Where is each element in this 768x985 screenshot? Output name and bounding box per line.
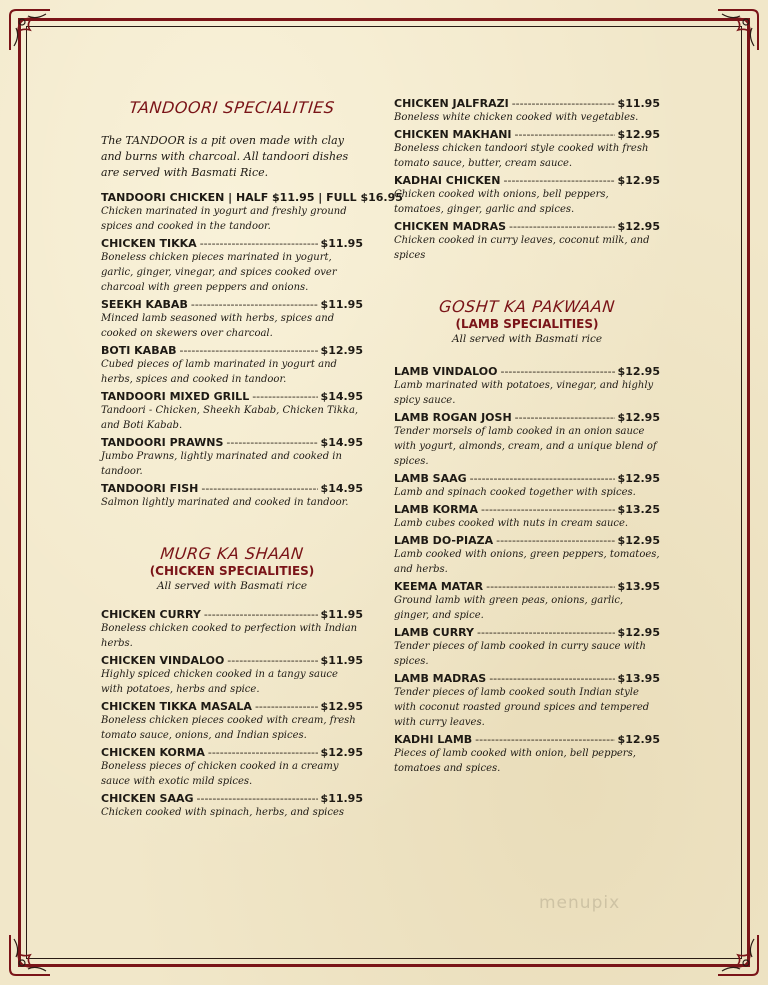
menu-item — [101, 344, 363, 387]
menu-item — [101, 792, 363, 820]
menu-item-name: BOTI KABAB — [101, 344, 177, 357]
lamb-section-note: All served with Basmati rice — [451, 333, 603, 345]
dotted-leader — [255, 700, 318, 713]
menu-item-name: LAMB DO-PIAZA — [394, 534, 494, 547]
chicken-item-list — [101, 608, 363, 820]
chicken-section-subtitle: (CHICKEN SPECIALITIES) — [149, 564, 315, 578]
menu-item-price: $14.95 — [320, 436, 363, 449]
menu-item-description: Jumbo Prawns, lightly marinated and cooked in tandoor. — [101, 451, 342, 477]
menu-item-description: Lamb cubes cooked with nuts in cream sauce. — [394, 518, 629, 529]
menu-item — [101, 654, 363, 697]
menu-item-name: CHICKEN JALFRAZI — [394, 97, 509, 110]
menu-item — [101, 436, 363, 479]
dotted-leader — [470, 472, 615, 485]
menu-item-header — [394, 626, 660, 639]
menu-item-header — [394, 220, 660, 233]
corner-flourish-icon — [6, 6, 54, 54]
menu-item-price: $11.95 — [617, 97, 660, 110]
lamb-section-title: GOSHT KA PAKWAAN — [438, 297, 616, 316]
menu-item-description: Salmon lightly marinated and cooked in tandoor. — [101, 497, 349, 508]
menu-item-name: LAMB VINDALOO — [394, 365, 498, 378]
menu-item-description: Pieces of lamb cooked with onion, bell peppers, tomatoes and spices. — [394, 748, 636, 774]
menu-item-description: Boneless chicken tandoori style cooked with fresh tomato sauce, butter, cream sauce. — [394, 143, 649, 169]
menu-item-header — [394, 472, 660, 485]
menu-item — [101, 746, 363, 789]
menu-item-description: Minced lamb seasoned with herbs, spices and cooked on skewers over charcoal. — [101, 313, 335, 339]
menu-item-price: $12.95 — [617, 626, 660, 639]
menu-item-header — [101, 436, 363, 449]
menu-item-name: KADHI LAMB — [394, 733, 473, 746]
menu-item-header — [101, 746, 363, 759]
menu-item-description: Boneless chicken pieces cooked with cream, fresh tomato sauce, onions, and Indian spices. — [101, 715, 356, 741]
menu-item-header — [101, 792, 363, 805]
dotted-leader — [179, 344, 317, 357]
menu-item — [394, 220, 660, 263]
menu-item — [394, 365, 660, 408]
menu-item-header — [394, 97, 660, 110]
menu-item-header — [394, 174, 660, 187]
menu-item-price: $11.95 — [320, 237, 363, 250]
menu-item-header — [101, 390, 363, 403]
menu-item-header — [394, 365, 660, 378]
corner-flourish-icon — [6, 931, 54, 979]
chicken-section-title: MURG KA SHAAN — [159, 544, 305, 563]
dotted-leader — [500, 365, 614, 378]
dotted-leader — [477, 626, 615, 639]
menu-item-price: $13.95 — [617, 580, 660, 593]
menu-item-header — [101, 237, 363, 250]
menu-item-description: Boneless pieces of chicken cooked in a creamy sauce with exotic mild spices. — [101, 761, 339, 787]
menu-item-name: CHICKEN SAAG — [101, 792, 194, 805]
menu-item-price: $12.95 — [617, 411, 660, 424]
dotted-leader — [226, 436, 317, 449]
menu-item-header — [394, 503, 660, 516]
menu-item-description: Highly spiced chicken cooked in a tangy sauce with potatoes, herbs and spice. — [101, 669, 338, 695]
menu-item-name: CHICKEN TIKKA — [101, 237, 197, 250]
menu-item — [394, 472, 660, 500]
menu-item-description: Tender pieces of lamb cooked in curry sauce with spices. — [394, 641, 646, 667]
menu-item-price: $12.95 — [320, 344, 363, 357]
dotted-leader — [197, 792, 318, 805]
menu-item-description: Chicken cooked with spinach, herbs, and spices — [101, 807, 345, 818]
menu-item-name: CHICKEN MADRAS — [394, 220, 507, 233]
dotted-leader — [475, 733, 614, 746]
menu-item-header — [101, 608, 363, 621]
menu-item — [394, 174, 660, 217]
menu-item-header — [394, 672, 660, 685]
lamb-section-subtitle: (LAMB SPECIALITIES) — [455, 317, 599, 331]
corner-flourish-icon — [714, 6, 762, 54]
menu-item-price: $14.95 — [320, 482, 363, 495]
dotted-leader — [512, 97, 615, 110]
menu-item-header — [394, 580, 660, 593]
menu-item-description: Ground lamb with green peas, onions, garlic, ginger, and spice. — [394, 595, 624, 621]
menu-item-description: Chicken cooked in curry leaves, coconut milk, and spices — [394, 235, 650, 261]
dotted-leader — [252, 390, 317, 403]
menu-item-description: Chicken cooked with onions, bell peppers, tomatoes, ginger, garlic and spices. — [394, 189, 609, 215]
menu-item-description: Tender morsels of lamb cooked in an onion sauce with yogurt, almonds, cream, and a unique blend of spices. — [394, 426, 657, 467]
menu-item-description: Chicken marinated in yogurt and freshly ground spices and cooked in the tandoor. — [101, 206, 347, 232]
menu-item-name: LAMB KORMA — [394, 503, 478, 516]
menu-item-name: CHICKEN MAKHANI — [394, 128, 512, 141]
menu-item — [101, 700, 363, 743]
menu-item-header — [101, 298, 363, 311]
dotted-leader — [504, 174, 615, 187]
menu-item-price: $11.95 — [320, 608, 363, 621]
menu-item-name: CHICKEN KORMA — [101, 746, 205, 759]
chicken-section-note: All served with Basmati rice — [156, 580, 308, 592]
menu-item — [394, 733, 660, 776]
dotted-leader — [204, 608, 318, 621]
menu-item-header — [394, 411, 660, 424]
tandoori-item-list — [101, 191, 403, 510]
menu-item — [394, 411, 660, 469]
menu-item-name: LAMB CURRY — [394, 626, 474, 639]
menu-item — [394, 626, 660, 669]
menu-item-header — [101, 191, 403, 204]
corner-flourish-icon — [714, 931, 762, 979]
dotted-leader — [201, 482, 317, 495]
menu-item-name: LAMB MADRAS — [394, 672, 487, 685]
menu-item-price: $11.95 — [320, 792, 363, 805]
menu-item-price: $12.95 — [617, 733, 660, 746]
menu-item-name: SEEKH KABAB — [101, 298, 188, 311]
menu-item-price: $12.95 — [617, 365, 660, 378]
tandoori-intro: The TANDOOR is a pit oven made with clay and burns with charcoal. All tandoori dishes are served with Basmati Rice. — [101, 134, 349, 179]
menu-item-price: $11.95 — [320, 298, 363, 311]
menu-item — [394, 128, 660, 171]
menu-item-price: $12.95 — [617, 534, 660, 547]
menu-item-price: $12.95 — [617, 220, 660, 233]
dotted-leader — [486, 580, 614, 593]
menu-item — [101, 237, 363, 295]
menu-item-price: $11.95 — [320, 654, 363, 667]
right-column — [394, 94, 660, 776]
dotted-leader — [515, 411, 615, 424]
menu-item — [101, 608, 363, 651]
menu-item — [101, 482, 363, 510]
dotted-leader — [515, 128, 615, 141]
menu-item-price: $13.95 — [617, 672, 660, 685]
dotted-leader — [496, 534, 614, 547]
menu-item-name: TANDOORI CHICKEN | HALF $11.95 | FULL $16.95 — [101, 191, 403, 204]
menu-item-price: $12.95 — [617, 128, 660, 141]
menu-item-name: CHICKEN VINDALOO — [101, 654, 225, 667]
left-column — [101, 98, 403, 820]
dotted-leader — [489, 672, 614, 685]
menu-item — [101, 390, 363, 433]
watermark-text: menupix — [539, 893, 621, 913]
menu-item-name: CHICKEN CURRY — [101, 608, 201, 621]
menu-item — [101, 298, 363, 341]
menu-item-description: Lamb and spinach cooked together with spices. — [394, 487, 636, 498]
menu-item-price: $12.95 — [320, 746, 363, 759]
lamb-item-list — [394, 365, 660, 776]
menu-item — [394, 534, 660, 577]
menu-item-name: TANDOORI PRAWNS — [101, 436, 224, 449]
dotted-leader — [208, 746, 318, 759]
dotted-leader — [481, 503, 615, 516]
menu-item-description: Boneless chicken cooked to perfection with Indian herbs. — [101, 623, 358, 649]
menu-item-description: Lamb marinated with potatoes, vinegar, and highly spicy sauce. — [394, 380, 654, 406]
menu-item-name: KEEMA MATAR — [394, 580, 484, 593]
tandoori-section-title: TANDOORI SPECIALITIES — [128, 98, 336, 117]
menu-item-price: $13.25 — [617, 503, 660, 516]
menu-item-description: Boneless chicken pieces marinated in yogurt, garlic, ginger, vinegar, and spices cooked over charcoal with green peppers and onions. — [101, 252, 337, 293]
menu-item-name: LAMB SAAG — [394, 472, 467, 485]
dotted-leader — [191, 298, 318, 311]
menu-item-name: TANDOORI MIXED GRILL — [101, 390, 250, 403]
menu-item — [394, 672, 660, 730]
menu-item-header — [394, 534, 660, 547]
menu-item-description: Tandoori - Chicken, Sheekh Kabab, Chicken Tikka, and Boti Kabab. — [101, 405, 359, 431]
menu-item-price: $12.95 — [320, 700, 363, 713]
menu-item-description: Boneless white chicken cooked with vegetables. — [394, 112, 639, 123]
menu-item-description: Lamb cooked with onions, green peppers, tomatoes, and herbs. — [394, 549, 660, 575]
menu-item-price: $12.95 — [617, 174, 660, 187]
menu-item-description: Tender pieces of lamb cooked south Indian style with coconut roasted ground spices and tempered with curry leaves. — [394, 687, 650, 728]
menu-item-price: $14.95 — [320, 390, 363, 403]
menu-item — [101, 191, 403, 234]
menu-item-name: TANDOORI FISH — [101, 482, 199, 495]
menu-item-header — [394, 128, 660, 141]
menu-item-price: $12.95 — [617, 472, 660, 485]
menu-item-description: Cubed pieces of lamb marinated in yogurt and herbs, spices and cooked in tandoor. — [101, 359, 337, 385]
menu-item-header — [101, 654, 363, 667]
menu-item-header — [101, 482, 363, 495]
menu-item-name: CHICKEN TIKKA MASALA — [101, 700, 252, 713]
menu-item — [394, 97, 660, 125]
chicken-more-item-list — [394, 97, 660, 263]
menu-item-name: LAMB ROGAN JOSH — [394, 411, 512, 424]
menu-item-header — [101, 344, 363, 357]
dotted-leader — [509, 220, 615, 233]
menu-item-header — [394, 733, 660, 746]
dotted-leader — [200, 237, 318, 250]
menu-item — [394, 580, 660, 623]
menu-item — [394, 503, 660, 531]
dotted-leader — [227, 654, 317, 667]
menu-item-header — [101, 700, 363, 713]
menu-item-name: KADHAI CHICKEN — [394, 174, 501, 187]
